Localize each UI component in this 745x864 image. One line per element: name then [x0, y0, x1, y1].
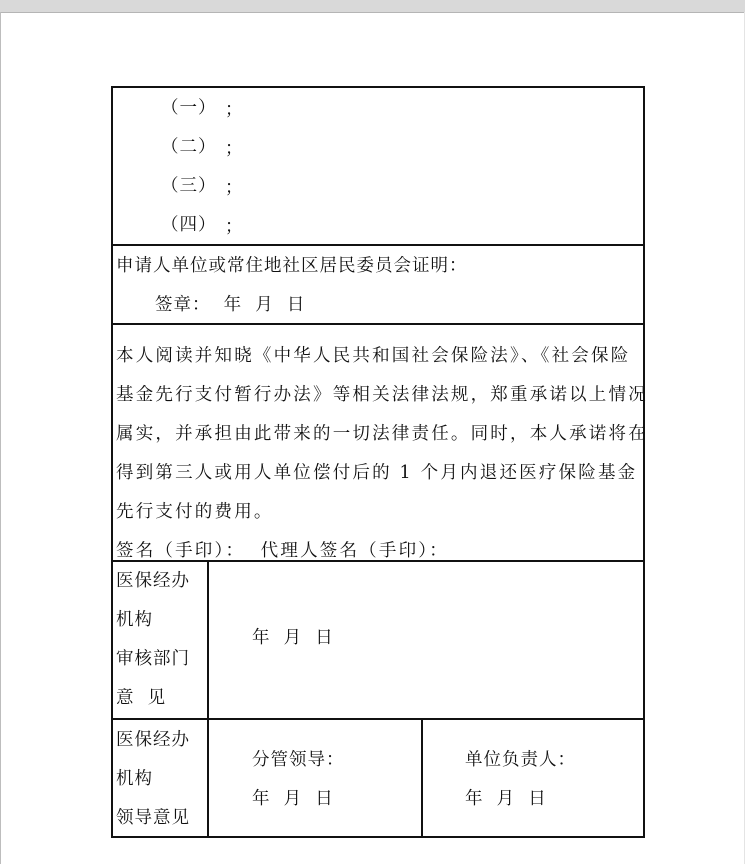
dept-review-label-line: 机构 — [116, 610, 153, 630]
application-form-table — [111, 86, 648, 838]
pledge-line: 先行支付的费用。 — [116, 502, 274, 522]
leader-review-label-line: 医保经办 — [116, 730, 190, 750]
item-three-semicolon: ； — [225, 178, 244, 198]
pledge-line: 本人阅读并知晓《中华人民共和国社会保险法》、《社会保险 — [116, 346, 631, 366]
certification-cell — [112, 245, 644, 324]
pledge-line: 得到第三人或用人单位偿付后的 1 个月内退还医疗保险基金 — [116, 463, 638, 483]
unit-head-date: 年 月 日 — [465, 789, 547, 809]
leader-review-label-line: 领导意见 — [116, 808, 190, 828]
dept-review-row — [112, 561, 644, 719]
leader-review-row — [112, 719, 644, 837]
item-one-semicolon: ； — [225, 100, 244, 120]
unit-head-cell — [422, 719, 644, 837]
pledge-paragraph — [116, 337, 648, 571]
pledge-cell — [112, 324, 648, 561]
unit-head-label: 单位负责人： — [465, 750, 576, 770]
item-four-semicolon: ； — [225, 217, 244, 237]
items-cell — [112, 87, 644, 245]
dept-review-label-line: 意 见 — [116, 688, 167, 708]
pledge-row — [112, 324, 644, 561]
leader-review-label-cell — [112, 719, 208, 837]
dept-review-label-line: 医保经办 — [116, 571, 190, 591]
item-two-semicolon: ； — [225, 139, 244, 159]
dept-review-date: 年 月 日 — [252, 628, 334, 648]
pledge-line: 基金先行支付暂行办法》等相关法律法规，郑重承诺以上情况 — [116, 385, 648, 405]
seal-date-line: 签章： 年 月 日 — [155, 295, 306, 315]
dept-review-label-cell — [112, 561, 208, 719]
item-three-label: （三） — [161, 176, 217, 196]
leader-review-label-line: 机构 — [116, 769, 153, 789]
certification-heading: 申请人单位或常住地社区居民委员会证明： — [116, 256, 468, 276]
supervisor-cell — [208, 719, 422, 837]
supervisor-label: 分管领导： — [252, 750, 345, 770]
item-one-label: （一） — [161, 98, 217, 118]
dept-review-content-cell — [208, 561, 644, 719]
supervisor-date: 年 月 日 — [252, 789, 334, 809]
item-four-label: （四） — [161, 215, 217, 235]
pledge-signature-line: 签名（手印）： 代理人签名（手印）： — [116, 541, 449, 561]
items-row — [112, 87, 644, 245]
item-two-label: （二） — [161, 137, 217, 157]
certification-row — [112, 245, 644, 324]
pledge-line: 属实，并承担由此带来的一切法律责任。同时，本人承诺将在 — [116, 424, 648, 444]
dept-review-label-line: 审核部门 — [116, 649, 190, 669]
